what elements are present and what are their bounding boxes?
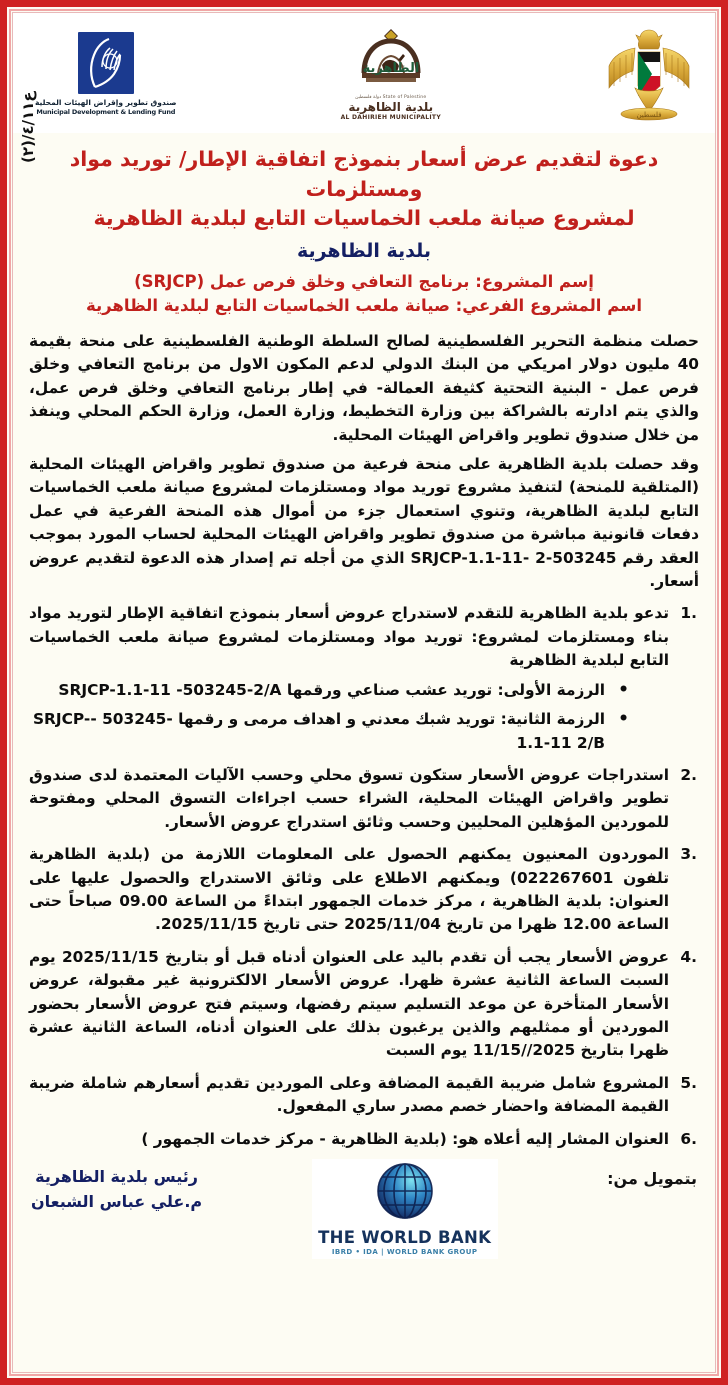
lot-item-b: • الرزمة الثانية: توريد شبك معدني و اهداف مرمى و رقمها -503245 -SRJCP-1.1-11 2/B [29,708,629,755]
clause-item-4 [29,946,699,1063]
lot-item-a: • الرزمة الأولى: توريد عشب صناعي ورقمها SRJCP-1.1-11 -503245-2/A [29,679,629,702]
signature-title: رئيس بلدية الظاهرية [35,1167,198,1186]
subproject-name: اسم المشروع الفرعي: صيانة ملعب الخماسيات التابع لبلدية الظاهرية [85,296,643,316]
clause-1-text: تدعو بلدية الظاهرية للتقدم لاستدراج عروض أسعار بنموذج اتفاقية الإطار لتوريد مواد بناء ومستلزمات لمشروع: توريد مواد ومستلزمات لمشروع صيانة ملعب الخماسيات التابع لبلدية الظاهرية [29,604,669,670]
signature-name: م.علي عباس الشبعان [31,1191,203,1211]
clause-1-lots-list [29,679,629,755]
municipality-title: بلدية الظاهرية [296,240,432,263]
logo-dhahiriya-municipality [341,27,441,121]
header-logos-band [13,13,715,133]
municipality-caption [341,95,441,121]
paragraph-subgrant: وقد حصلت بلدية الظاهرية على منحة فرعية من صندوق تطوير واقراض الهيئات المحلية (المتلقية للمنحة) لتنفيذ مشروع توريد مواد ومستلزمات لمشروع صيانة ملعب الخماسيات التابع لبلدية الظاهرية، وتنوي استعمال جزء من أموال هذه المنحة الفرعية في عمل دفعات قانونية مباشرة من صندوق تطوير واقراض الهيئات المحلية لحساب المورد بموجب العقد رقم 503245-2 -SRJCP-1.1-11 الذي من أجله تم إصدار هذه الدعوة لتقديم عروض أسعار. [29,455,700,591]
signature-block [31,1159,202,1215]
project-name: إسم المشروع: برنامج التعافي وخلق فرص عمل (SRJCP) [134,272,594,292]
clause-item-2 [29,764,699,834]
page-title [47,145,681,234]
reference-stamp: ع٤/١١/(٢) [19,91,37,163]
world-bank-group-label: IBRD • IDA | WORLD BANK GROUP [331,1248,478,1256]
world-bank-logo [312,1159,498,1259]
mdlf-caption-english: Municipal Development & Lending Fund [36,107,176,116]
eagle-emblem-icon [605,26,693,122]
clause-3-text: الموردون المعنيون يمكنهم الحصول على المعلومات اللازمة من (بلدية الظاهرية تلفون 022267601) ويمكنهم الاطلاع على وثائق الاستدراج والحصول عليها على العنوان: بلدية الظاهرية ، مركز خدمات الجمهور ابتداءً من الساعة 09.00 صباحاً حتى الساعة 12.00 ظهرا من تاريخ 2025/11/04 حتى تاريخ 2025/11/15. [29,845,669,934]
page-title-line-2: لمشروع صيانة ملعب الخماسيات التابع لبلدية الظاهرية [93,206,635,231]
municipality-name-english: AL DAHIRIEH MUNICIPALITY [340,114,441,121]
project-titles [23,270,705,318]
hand-leaf-icon [87,37,125,89]
mdlf-emblem-icon [78,32,134,94]
clause-item-1 [29,602,699,754]
globe-icon [372,1161,438,1223]
page-title-line-1: دعوة لتقديم عرض أسعار بنموذج اتفاقية الإطار/ توريد مواد ومستلزمات [69,147,659,201]
clause-item-3 [29,843,699,937]
clause-6-text: العنوان المشار إليه أعلاه هو: (بلدية الظاهرية - مركز خدمات الجمهور ) [141,1129,669,1148]
clause-5-text: المشروع شامل ضريبة القيمة المضافة وعلى الموردين تقديم أسعارهم شاملة ضريبة القيمة المضافة واحضار خصم مصدر ساري المفعول. [29,1073,669,1116]
clause-item-6 [29,1128,699,1151]
numbered-clause-list [29,602,699,1151]
clause-4-text: عروض الأسعار يجب أن تقدم باليد على العنوان أدناه قبل أو بتاريخ 2025/11/15 يوم السبت الساعة الثانية عشرة ظهرا. عروض الأسعار الالكترونية غير مقبولة، عروض الأسعار المتأخرة عن موعد التسليم سيتم رفضها، وسيتم فتح عروض الأسعار بحضور الموردين أو ممثليهم والذين يرغبون بذلك على العنوان أدناه، الساعة الثانية عشرة ظهرا بتاريخ 2025//11/15 يوم السبت [29,947,669,1060]
svg-text:الظاهرية: الظاهرية [362,61,420,76]
page-inner-frame [12,12,716,1373]
mdlf-caption-arabic: صندوق تطوير وإقراض الهيئات المحلية [35,98,177,108]
municipality-name-arabic: بلدية الظاهرية [348,100,434,114]
clause-item-5 [29,1072,699,1119]
document-footer [13,1155,715,1259]
logo-palestine-coat-of-arms [605,26,693,122]
document-body [13,318,715,1151]
paragraph-grant-overview: حصلت منظمة التحرير الفلسطينية لصالح السلطة الوطنية الفلسطينية على منحة بقيمة 40 مليون دولار امريكي من البنك الدولي لدعم المكون الاول من برنامج التعافي وخلق فرص عمل - البنية التحتية كثيفة العمالة- في إطار برنامج التعافي وخلق فرص عمل، والذي يتم ادارته بالشراكة بين وزارة التخطيط، وزارة العمل، وزارة الحكم المحلي وينفذ من خلال صندوق تطوير واقراض الهيئات المحلية. [29,332,699,444]
world-bank-name: THE WORLD BANK [318,1228,492,1247]
municipality-state-label: دولة فلسطين State of Palestine [355,95,427,100]
logo-mdlf [35,32,177,116]
municipality-emblem-icon [348,27,434,93]
funded-by-label: بتمويل من: [607,1169,697,1188]
mdlf-caption [35,98,177,116]
clause-2-text: استدراجات عروض الأسعار ستكون تسوق محلي وحسب الآليات المعتمدة لدى صندوق تطوير واقراض الهيئات المحلية، الشراء حسب اجراءات التسوق المحلي ومفتوحة للموردين المؤهلين المحليين وحسب وثائق استدراج عروض الأسعار. [29,765,669,831]
svg-text:فلسطين: فلسطين [636,111,662,119]
